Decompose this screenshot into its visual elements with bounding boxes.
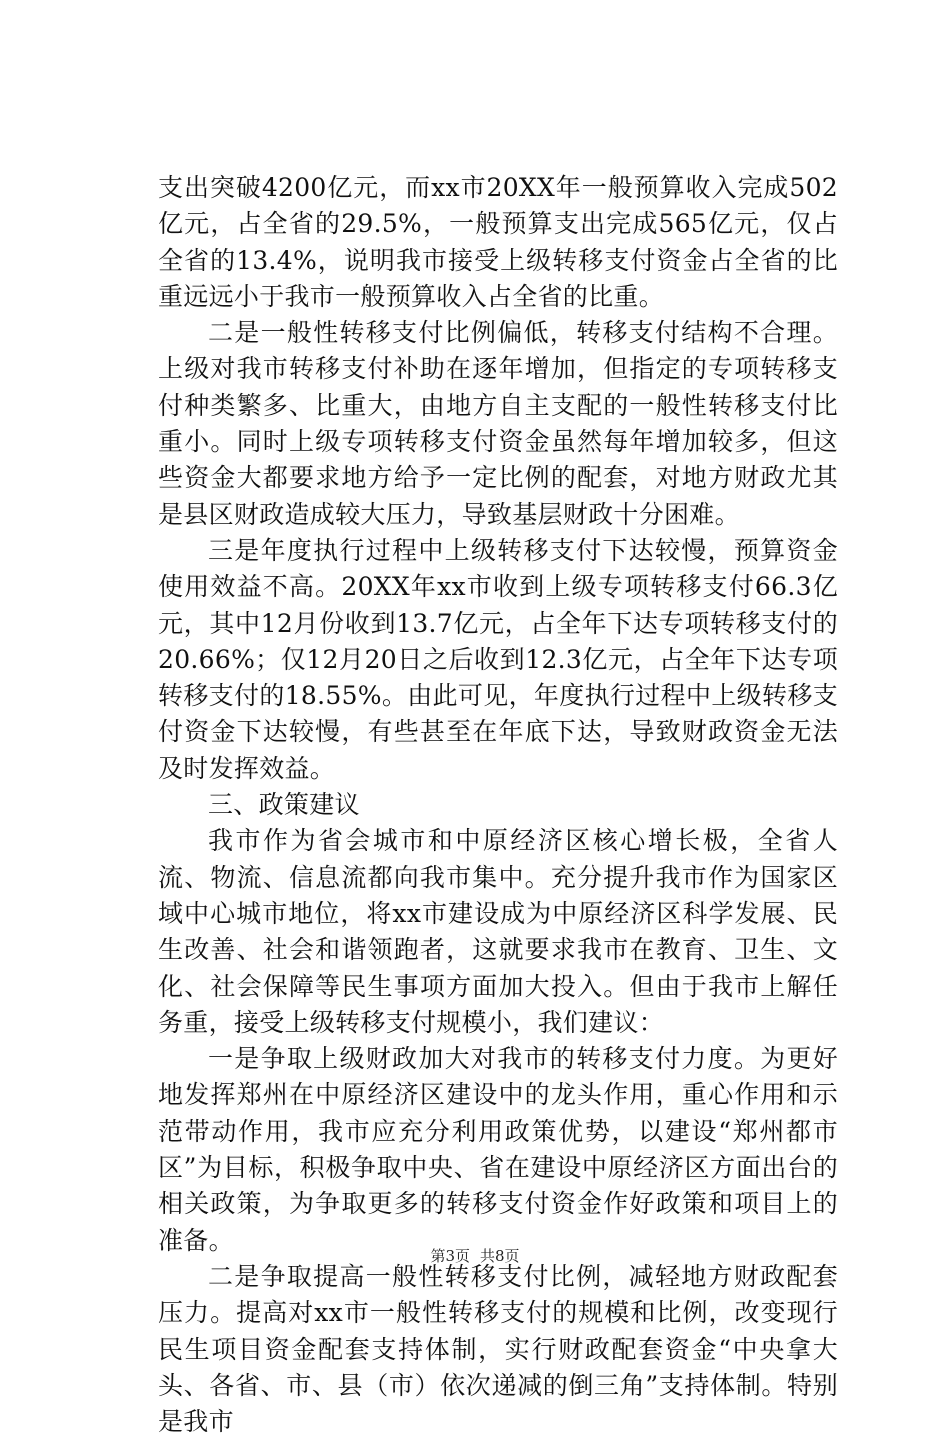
paragraph-suggestion-one: 一是争取上级财政加大对我市的转移支付力度。为更好地发挥郑州在中原经济区建设中的龙头作用，重心作用和示范带动作用，我市应充分利用政策优势，以建设“郑州都市区”为目标，积极争取中央、省在建设中原经济区方面出台的相关政策，为争取更多的转移支付资金作好政策和项目上的准备。 (158, 1044, 838, 1255)
page-total: 共8页 (480, 1247, 520, 1265)
paragraph-suggestion-two: 二是争取提高一般性转移支付比例，减轻地方财政配套压力。提高对xx市一般性转移支付的规模和比例，改变现行民生项目资金配套支持体制，实行财政配套资金“中央拿大头、各省、市、县（市）依次递减的倒三角”支持体制。特别是我市 (158, 1261, 838, 1437)
paragraph-point-two: 二是一般性转移支付比例偏低，转移支付结构不合理。上级对我市转移支付补助在逐年增加，但指定的专项转移支付种类繁多、比重大，由地方自主支配的一般性转移支付比重小。同时上级专项转移支付资金虽然每年增加较多，但这些资金大都要求地方给予一定比例的配套，对地方财政尤其是县区财政造成较大压力，导致基层财政十分困难。 (158, 318, 838, 529)
section-heading-policy: 三、政策建议 (208, 790, 360, 820)
paragraph-continuation: 支出突破4200亿元，而xx市20XX年一般预算收入完成502亿元，占全省的29.5%，一般预算支出完成565亿元，仅占全省的13.4%，说明我市接受上级转移支付资金占全省的比重远远小于我市一般预算收入占全省的比重。 (158, 173, 838, 311)
page-number: 第3页 (430, 1247, 470, 1265)
paragraph-point-three: 三是年度执行过程中上级转移支付下达较慢，预算资金使用效益不高。20XX年xx市收到上级专项转移支付66.3亿元，其中12月份收到13.7亿元，占全年下达专项转移支付的20.66%；仅12月20日之后收到12.3亿元，占全年下达专项转移支付的18.55%。由此可见，年度执行过程中上级转移支付资金下达较慢，有些甚至在年底下达，导致财政资金无法及时发挥效益。 (158, 535, 838, 783)
paragraph-policy-intro: 我市作为省会城市和中原经济区核心增长极，全省人流、物流、信息流都向我市集中。充分提升我市作为国家区域中心城市地位，将xx市建设成为中原经济区科学发展、民生改善、社会和谐领跑者，这就要求我市在教育、卫生、文化、社会保障等民生事项方面加大投入。但由于我市上解任务重，接受上级转移支付规模小，我们建议： (158, 826, 838, 1037)
page-footer (0, 1246, 950, 1266)
